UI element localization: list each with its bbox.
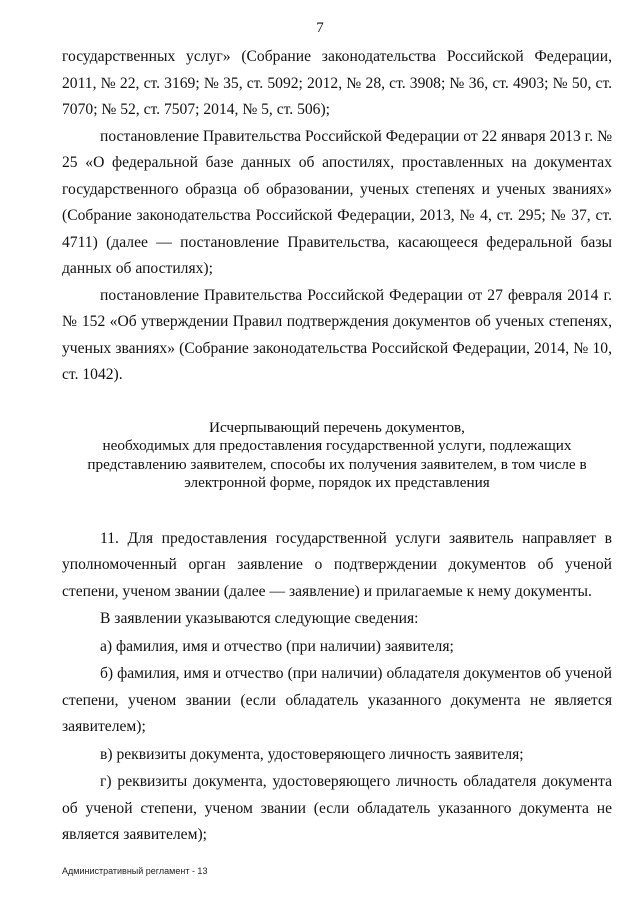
paragraph-decree-25: постановление Правительства Российской Федерации от 22 января 2013 г. № 25 «О федеральной базе данных об апостилях, проставленных на документах государственного образца об образовании, ученых степенях и ученых званиях» (Собрание законодательства Российской Федерации, 2013, № 4, ст. 295; № 37, ст. 4711) (далее — постановление Правительства, касающееся федеральной базы данных об апостилях);: [62, 127, 612, 277]
section-heading-line: представлению заявителем, способы их получения заявителем, в том числе в: [87, 455, 587, 473]
paragraph-continuation: государственных услуг» (Собрание законодательства Российской Федерации, 2011, № 22, ст. 3169; № 35, ст. 5092; 2012, № 28, ст. 3908; № 36, ст. 4903; № 50, ст. 7070; № 52, ст. 7507; 2014, № 5, ст. 506);: [62, 48, 612, 118]
list-item-g: г) реквизиты документа, удостоверяющего личность обладателя документа об ученой степени, ученом звании (если обладатель указанного документа не является заявителем);: [62, 773, 612, 843]
paragraph-decree-152: постановление Правительства Российской Федерации от 27 февраля 2014 г. № 152 «Об утверждении Правил подтверждения документов об ученых степенях, ученых званиях» (Собрание законодательства Российской Федерации, 2014, № 10, ст. 1042).: [62, 286, 612, 383]
footer-note: Административный регламент - 13: [62, 866, 208, 876]
paragraph-application-info: В заявлении указываются следующие сведения:: [100, 610, 419, 627]
section-heading-line: необходимых для предоставления государственной услуги, подлежащих: [102, 437, 572, 454]
list-item-b: б) фамилия, имя и отчество (при наличии) обладателя документов об ученой степени, ученом звании (если обладатель указанного документа не является заявителем);: [62, 665, 612, 735]
list-item-v: в) реквизиты документа, удостоверяющего личность заявителя;: [100, 745, 524, 763]
section-heading-line: Исчерпывающий перечень документов,: [209, 418, 465, 436]
page-number: 7: [316, 20, 324, 36]
list-item-a: а) фамилия, имя и отчество (при наличии) заявителя;: [100, 637, 454, 655]
section-heading: [62, 419, 612, 493]
section-heading-line: электронной форме, порядок их представления: [184, 474, 490, 491]
document-body: [62, 44, 612, 849]
paragraph-item-11: 11. Для предоставления государственной услуги заявитель направляет в уполномоченный орган заявление о подтверждении документов об ученой степени, ученом звании (далее — заявление) и прилагаемые к нему документы.: [62, 529, 612, 600]
